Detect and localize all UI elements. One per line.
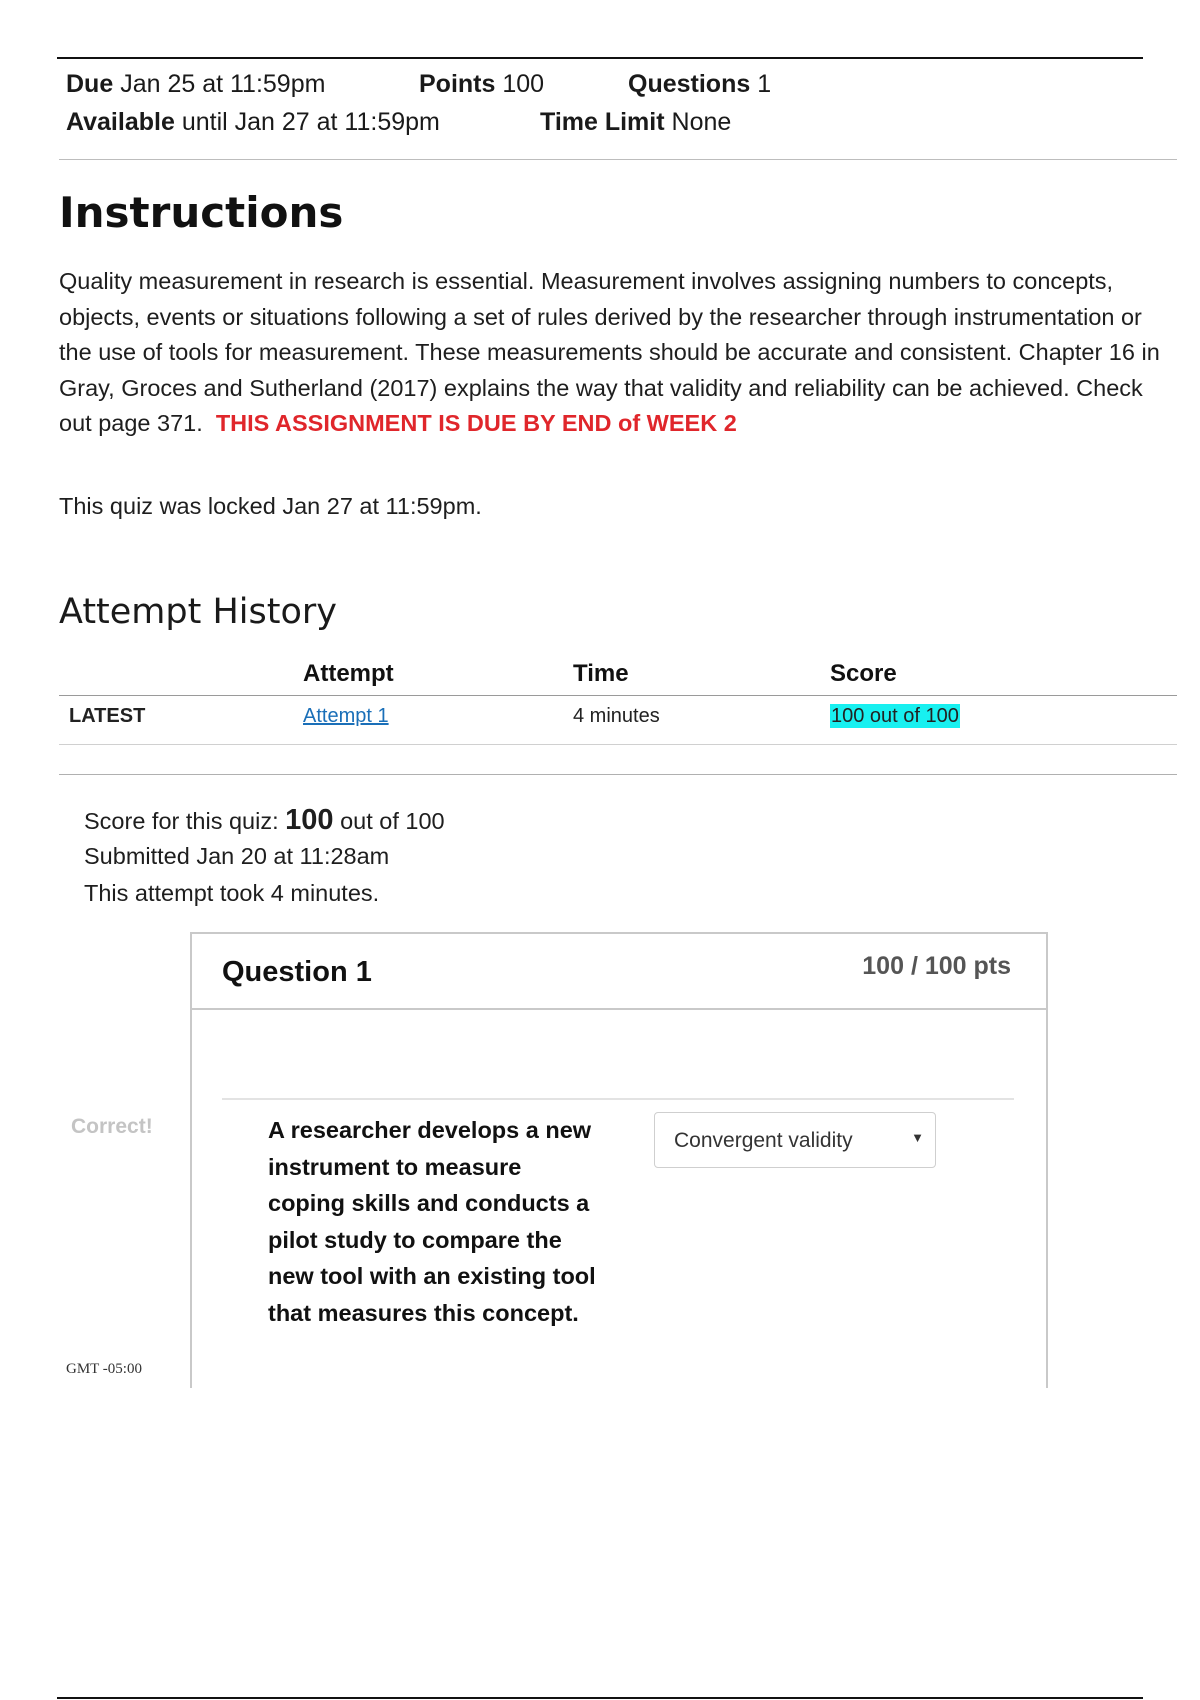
attempt-score: 100 out of 100 xyxy=(831,705,959,727)
section-divider xyxy=(59,774,1177,775)
instructions-body: Quality measurement in research is essential. Measurement involves assigning numbers to concepts, objects, events or situations following a set of rules derived by the researcher through instrumentation or the use of tools for measurement. These measurements should be accurate and consistent. Chapter 16 in Gray, Groces and Sutherland (2017) explains the way that validity and reliability can be achieved. Check out page 371. THIS ASSIGNMENT IS DUE BY END of WEEK 2 xyxy=(59,268,1160,436)
submitted-date: Submitted Jan 20 at 11:28am xyxy=(84,843,390,869)
question-divider xyxy=(222,1098,1014,1100)
chevron-down-icon: ▼ xyxy=(911,1130,924,1145)
latest-label: LATEST xyxy=(69,705,146,727)
due-date: Due Jan 25 at 11:59pm xyxy=(66,70,326,98)
question-count: Questions 1 xyxy=(628,70,772,98)
question-points: 100 / 100 pts xyxy=(862,952,1011,980)
quiz-score-summary: Score for this quiz: 100 out of 100 xyxy=(84,804,445,836)
question-card xyxy=(190,932,1048,1388)
due-notice: THIS ASSIGNMENT IS DUE BY END of WEEK 2 xyxy=(215,410,737,436)
top-divider xyxy=(57,57,1143,59)
bottom-divider xyxy=(57,1697,1143,1699)
table-row-divider xyxy=(59,744,1177,745)
instructions-title: Instructions xyxy=(59,188,344,237)
time-limit: Time Limit None xyxy=(540,108,732,136)
attempt-time: 4 minutes xyxy=(573,705,660,727)
timezone-label: GMT -05:00 xyxy=(66,1361,142,1377)
attempt-1-link[interactable]: Attempt 1 xyxy=(303,705,389,727)
answer-dropdown[interactable] xyxy=(654,1112,936,1168)
attempt-duration: This attempt took 4 minutes. xyxy=(84,880,380,906)
availability: Available until Jan 27 at 11:59pm xyxy=(66,108,440,136)
column-header-time: Time xyxy=(573,660,629,687)
question-title: Question 1 xyxy=(222,956,372,988)
attempt-link-cell xyxy=(303,705,389,728)
header-divider xyxy=(59,159,1177,160)
question-text: A researcher develops a new instrument to measure coping skills and conducts a pilot study to compare the new tool with an existing tool that measures this concept. xyxy=(268,1117,596,1326)
column-header-attempt: Attempt xyxy=(303,660,394,687)
attempt-score-cell xyxy=(830,705,960,728)
question-header xyxy=(192,934,1046,1010)
points: Points 100 xyxy=(419,70,545,98)
table-header-divider xyxy=(59,695,1177,696)
quiz-score-value: 100 xyxy=(285,804,334,836)
attempt-history-title: Attempt History xyxy=(59,592,337,632)
locked-notice: This quiz was locked Jan 27 at 11:59pm. xyxy=(59,493,482,519)
column-header-score: Score xyxy=(830,660,897,687)
correct-indicator: Correct! xyxy=(71,1115,153,1138)
selected-answer: Convergent validity xyxy=(674,1129,853,1152)
